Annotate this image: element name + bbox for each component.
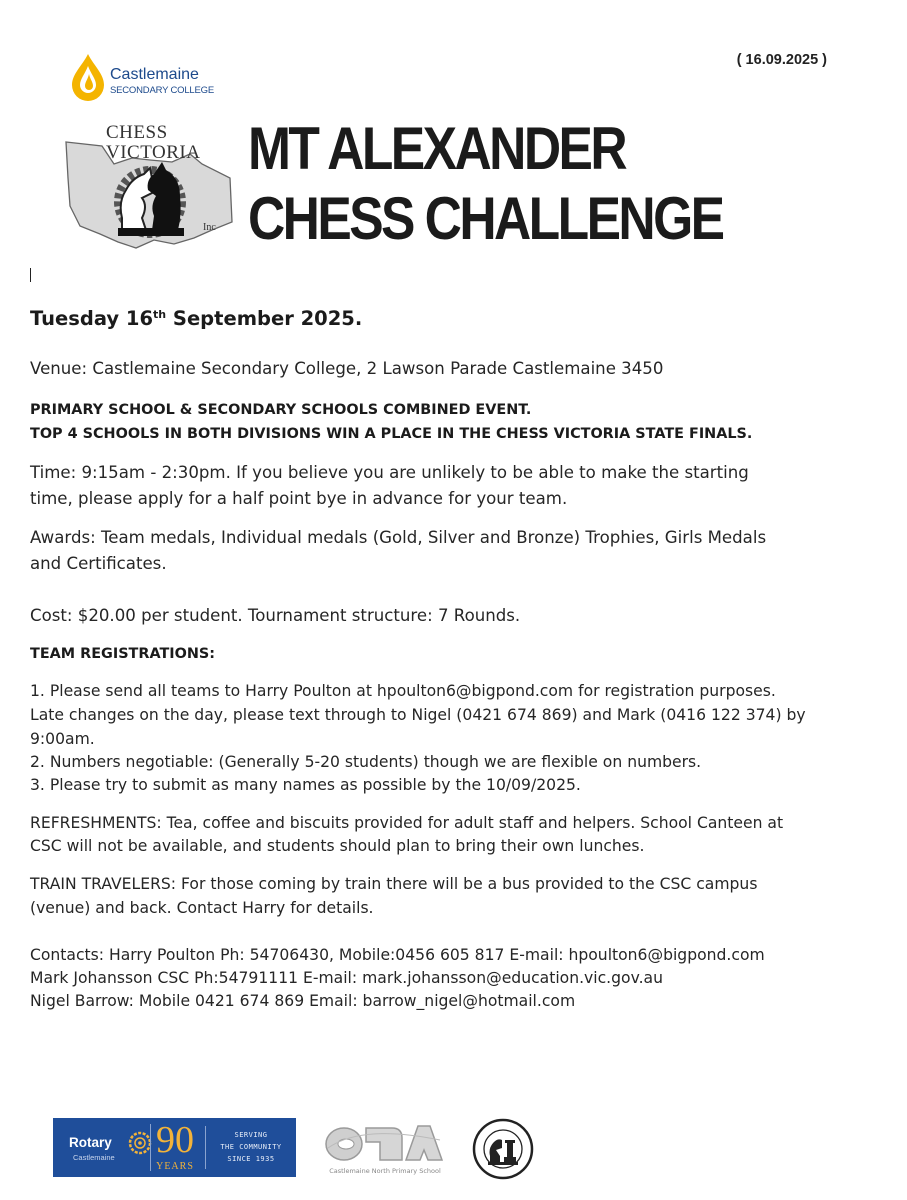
registration-line: 2. Numbers negotiable: (Generally 5-20 students) though we are flexible on numbers.: [30, 753, 702, 771]
rotary-divider-2: [205, 1126, 206, 1169]
rotary-name: Rotary: [69, 1135, 112, 1150]
train-line-2: (venue) and back. Contact Harry for details.: [30, 899, 374, 917]
refreshments-line-2: CSC will not be available, and students should plan to bring their own lunches.: [30, 837, 645, 855]
school-logo-name: Castlemaine: [110, 66, 199, 83]
contacts-line-1: Contacts: Harry Poulton Ph: 54706430, Mobile:0456 605 817 E-mail: hpoulton6@bigpond.com: [30, 946, 765, 964]
school-logo-subtitle: SECONDARY COLLEGE: [110, 85, 214, 96]
event-date-day: Tuesday 16: [30, 307, 154, 330]
time-line-2: time, please apply for a half point bye in advance for your team.: [30, 489, 568, 508]
castlemaine-secondary-college-logo: [68, 52, 228, 104]
page-title: [248, 114, 722, 254]
refreshments-line-1: REFRESHMENTS: Tea, coffee and biscuits provided for adult staff and helpers. School Canteen at: [30, 814, 784, 832]
event-date: [30, 302, 362, 332]
castlemaine-north-primary-logo: [322, 1118, 444, 1178]
rotary-serving-line: THE COMMUNITY: [220, 1143, 282, 1151]
rotary-sub: Castlemaine: [73, 1153, 115, 1162]
event-date-month-year: September 2025.: [166, 307, 363, 330]
title-line-1: MT ALEXANDER: [248, 115, 626, 182]
awards-line-1: Awards: Team medals, Individual medals (Gold, Silver and Bronze) Trophies, Girls Medals: [30, 528, 767, 547]
rotary-years: YEARS: [156, 1161, 194, 1172]
registration-line: 3. Please try to submit as many names as possible by the 10/09/2025.: [30, 776, 581, 794]
chess-victoria-line2: VICTORIA: [106, 142, 201, 163]
chess-club-badge-icon: [472, 1118, 534, 1180]
rotary-90: 90: [156, 1119, 194, 1161]
cnps-caption: Castlemaine North Primary School: [329, 1167, 441, 1175]
event-heading-1: PRIMARY SCHOOL & SECONDARY SCHOOLS COMBINED EVENT.: [30, 402, 532, 418]
time-line-1: Time: 9:15am - 2:30pm. If you believe you are unlikely to be able to make the starting: [30, 463, 749, 482]
train-line-1: TRAIN TRAVELERS: For those coming by train there will be a bus provided to the CSC campus: [30, 875, 758, 893]
registrations-heading: TEAM REGISTRATIONS:: [30, 646, 216, 662]
chess-victoria-inc: Inc: [203, 222, 216, 233]
text-cursor: [30, 268, 31, 282]
contacts-line-3: Nigel Barrow: Mobile 0421 674 869 Email: barrow_nigel@hotmail.com: [30, 992, 576, 1010]
cost-text: Cost: $20.00 per student. Tournament structure: 7 Rounds.: [30, 606, 521, 625]
rotary-serving-line: SERVING: [234, 1131, 268, 1139]
contacts-line-2: Mark Johansson CSC Ph:54791111 E-mail: mark.johansson@education.vic.gov.au: [30, 969, 663, 987]
chess-victoria-line1: CHESS: [106, 122, 168, 143]
rotary-serving-line: SINCE 1935: [227, 1155, 275, 1163]
school-drop-icon: [68, 52, 108, 102]
registration-line: Late changes on the day, please text through to Nigel (0421 674 869) and Mark (0416 122 374) by: [30, 706, 806, 724]
chess-victoria-logo: [62, 118, 240, 268]
registration-line: 9:00am.: [30, 730, 95, 748]
rotary-90-years-logo: [53, 1118, 296, 1177]
title-line-2: CHESS CHALLENGE: [248, 185, 723, 252]
rotary-serving: [207, 1129, 295, 1165]
event-date-suffix-sup: th: [153, 308, 167, 321]
rotary-wheel-icon: [128, 1131, 152, 1155]
awards-line-2: and Certificates.: [30, 554, 167, 573]
registration-line: 1. Please send all teams to Harry Poulton at hpoulton6@bigpond.com for registration purposes.: [30, 682, 776, 700]
bendigo-chess-club-logo: [472, 1118, 534, 1180]
cnps-monogram-icon: [322, 1118, 444, 1168]
event-heading-2: TOP 4 SCHOOLS IN BOTH DIVISIONS WIN A PLACE IN THE CHESS VICTORIA STATE FINALS.: [30, 426, 753, 442]
venue-text: Venue: Castlemaine Secondary College, 2 Lawson Parade Castlemaine 3450: [30, 359, 664, 378]
date-tag: ( 16.09.2025 ): [736, 52, 827, 68]
